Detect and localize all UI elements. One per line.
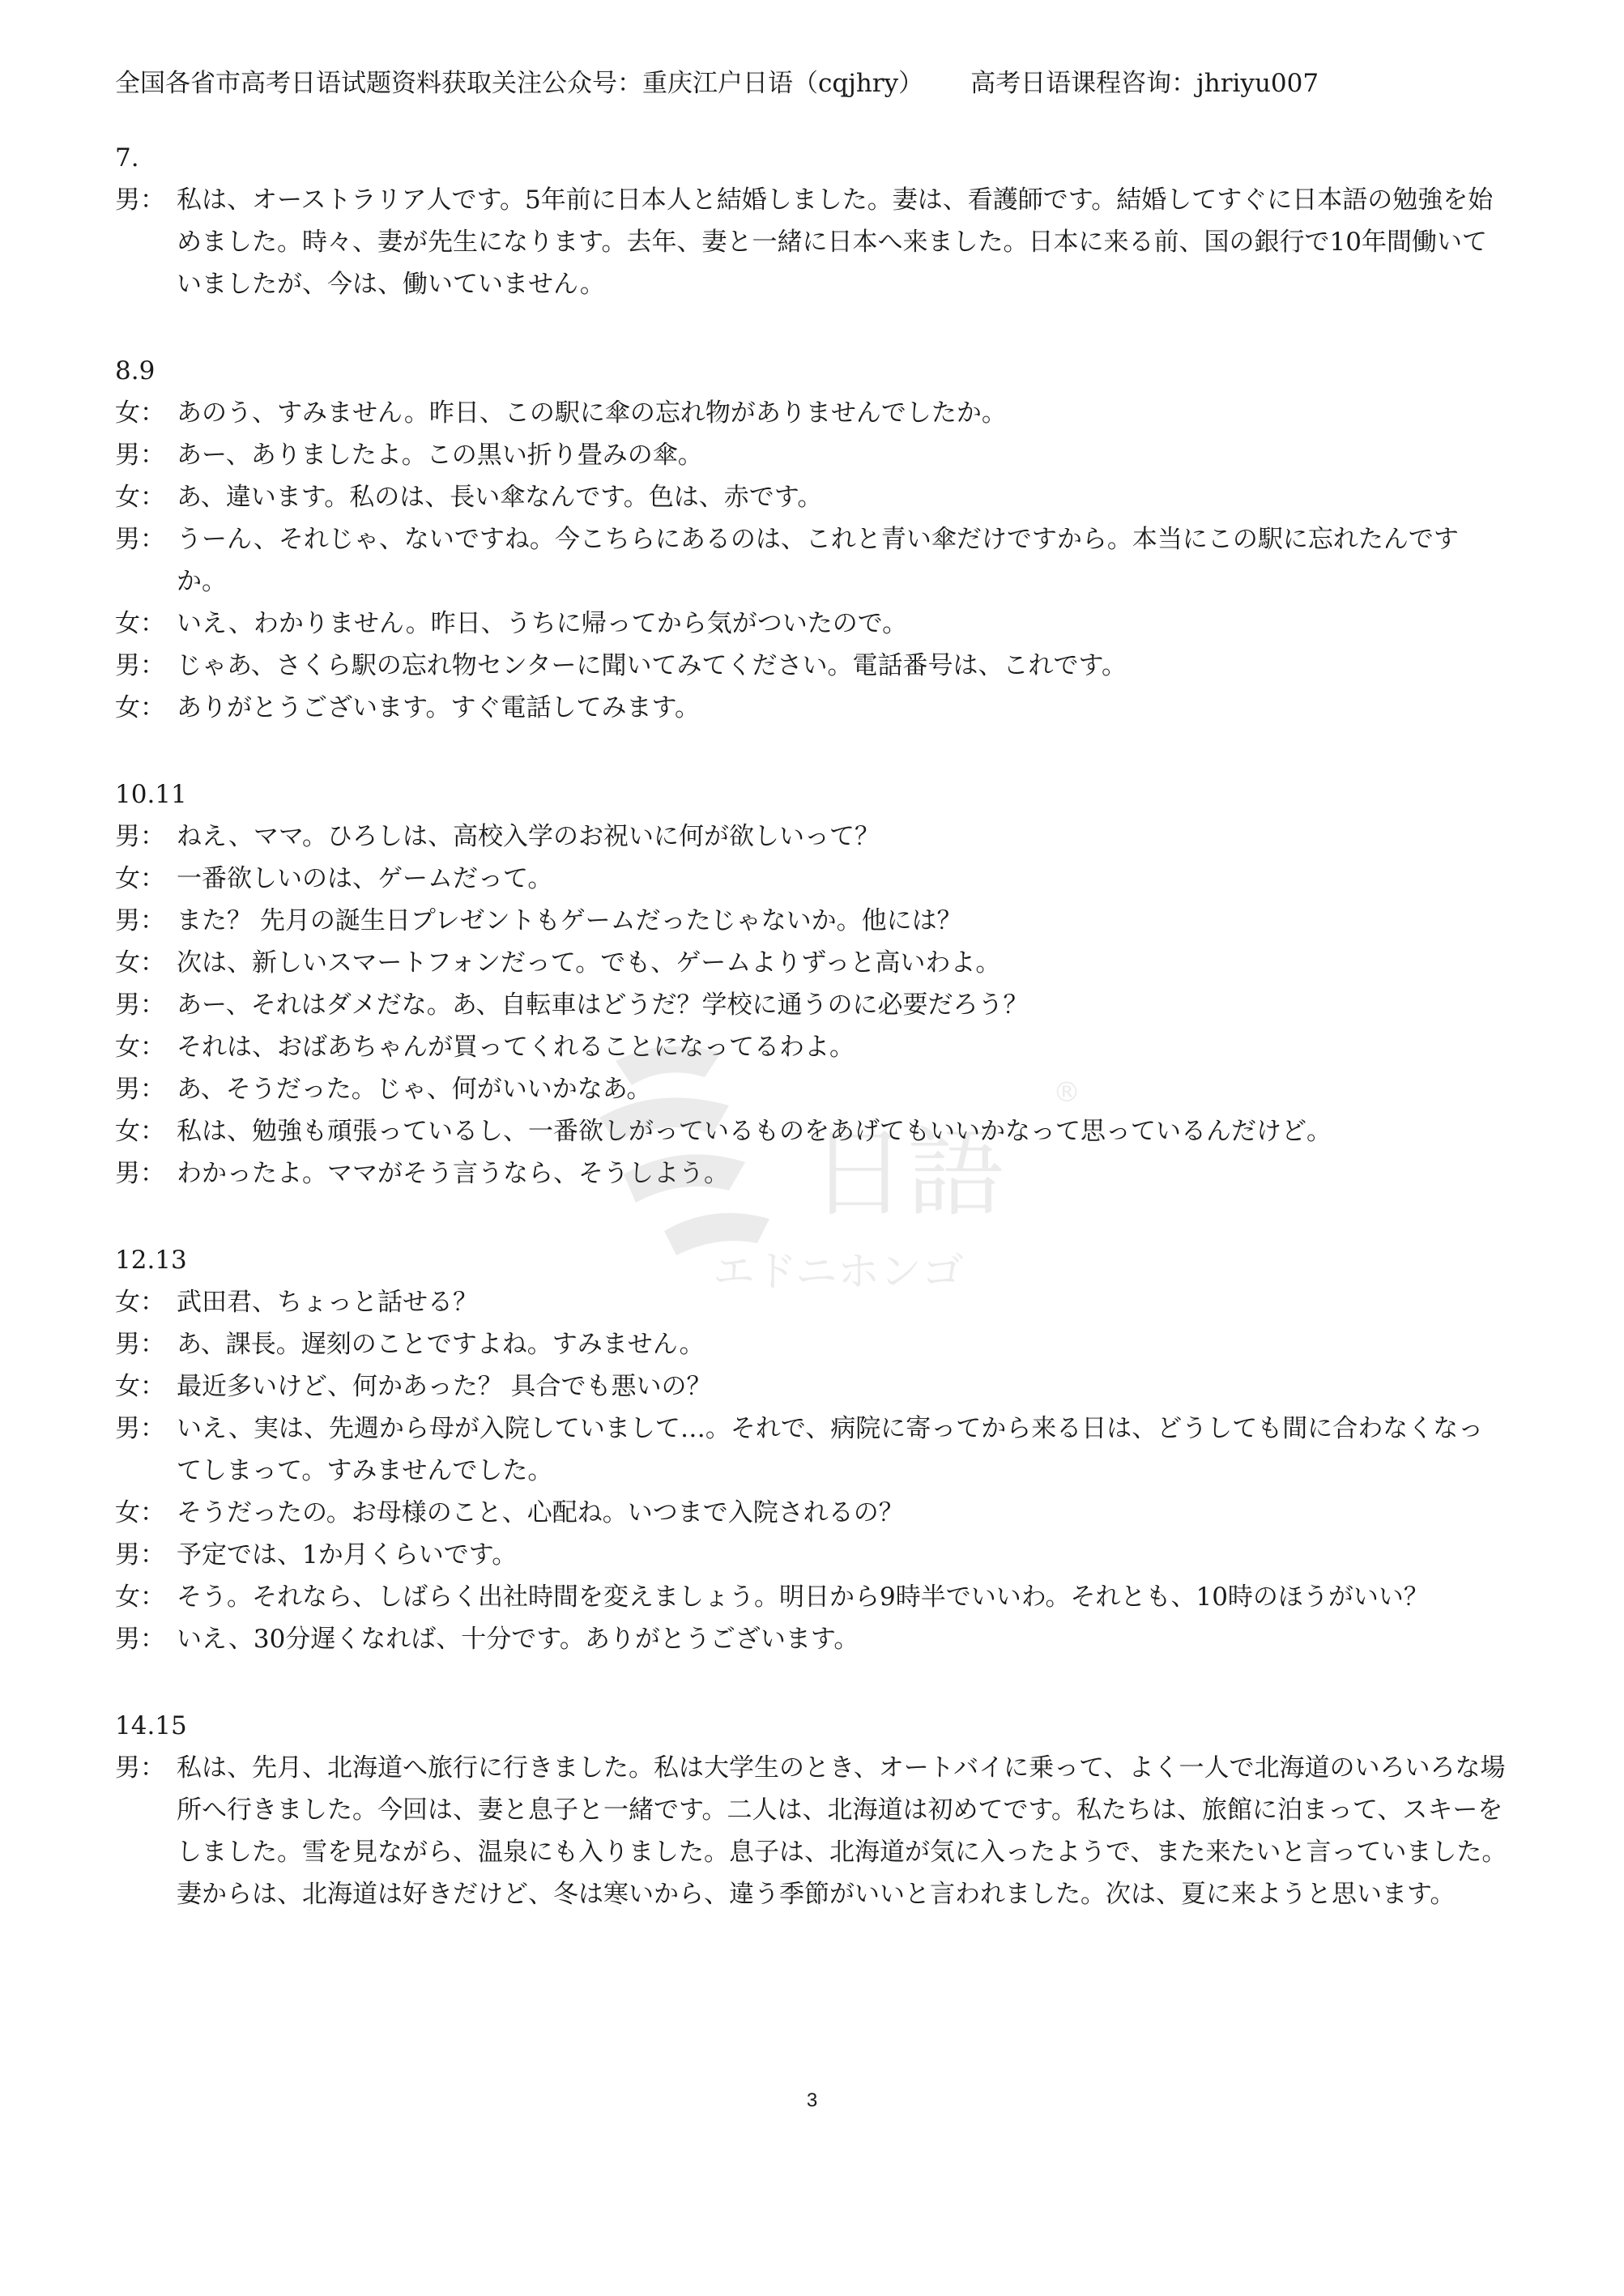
- speaker-label: 女：: [115, 483, 165, 512]
- dialogue-text: そうだったの。お母様のこと、心配ね。いつまで入院されるの？: [177, 1498, 904, 1527]
- section-number: 8.9: [115, 356, 156, 386]
- dialogue-line: [115, 1492, 1508, 1534]
- dialogue-line: [115, 1281, 1508, 1323]
- dialogue-text: あのう、すみません。昨日、この駅に傘の忘れ物がありませんでしたか。: [177, 398, 1007, 428]
- dialogue-line: [115, 1365, 1508, 1408]
- speaker-label: 男：: [115, 651, 165, 680]
- speaker-label: 男：: [115, 1625, 165, 1654]
- speaker-label: 男：: [115, 1414, 165, 1443]
- dialogue-text: いえ、わかりません。昨日、うちに帰ってから気がついたので。: [177, 609, 908, 638]
- speaker-label: 男：: [115, 1075, 165, 1104]
- page-number: 3: [806, 2089, 818, 2111]
- dialogue-text: あ、違います。私のは、長い傘なんです。色は、赤です。: [177, 483, 823, 512]
- speaker-label: 男：: [115, 822, 165, 851]
- speaker-label: 男：: [115, 1540, 165, 1570]
- dialogue-line: [115, 984, 1508, 1026]
- dialogue-line: [115, 179, 1508, 305]
- page-header: [115, 63, 1508, 104]
- speaker-label: 女：: [115, 948, 165, 978]
- speaker-label: 女：: [115, 609, 165, 638]
- dialogue-line: [115, 1110, 1508, 1152]
- header-left-text: 全国各省市高考日语试题资料获取关注公众号：重庆江户日语（cqjhry）: [115, 69, 924, 98]
- section-7: [115, 137, 1508, 305]
- speaker-label: 男：: [115, 185, 165, 215]
- dialogue-line: [115, 900, 1508, 942]
- dialogue-line: [115, 942, 1508, 984]
- dialogue-text: 私は、勉強も頑張っているし、一番欲しがっているものをあげてもいいかなって思っているんだけど。: [177, 1117, 1332, 1146]
- dialogue-line: [115, 1534, 1508, 1576]
- section-number: 14.15: [115, 1711, 187, 1740]
- section-number: 12.13: [115, 1246, 187, 1275]
- section-14-15: [115, 1705, 1508, 1915]
- dialogue-text: あ、課長。遅刻のことですよね。すみません。: [177, 1330, 705, 1359]
- dialogue-line: [115, 1152, 1508, 1195]
- speaker-label: 女：: [115, 1372, 165, 1401]
- speaker-label: 男：: [115, 441, 165, 470]
- section-8-9: [115, 350, 1508, 729]
- dialogue-line: [115, 645, 1508, 687]
- dialogue-text: じゃあ、さくら駅の忘れ物センターに聞いてみてください。電話番号は、これです。: [177, 651, 1127, 680]
- dialogue-text: ありがとうございます。すぐ電話してみます。: [177, 693, 701, 722]
- dialogue-text: うーん、それじゃ、ないですね。今こちらにあるのは、これと青い傘だけですから。本当にこの駅に忘れたんですか。: [177, 525, 1459, 596]
- dialogue-line: [115, 1576, 1508, 1618]
- dialogue-text: いえ、30分遅くなれば、十分です。ありがとうございます。: [177, 1625, 859, 1654]
- dialogue-text: いえ、実は、先週から母が入院していまして…。それで、病院に寄ってから来る日は、どうしても間に合わなくなってしまって。すみませんでした。: [177, 1414, 1484, 1485]
- dialogue-text: あー、それはダメだな。あ、自転車はどうだ？学校に通うのに必要だろう？: [177, 990, 1029, 1020]
- speaker-label: 男：: [115, 990, 165, 1020]
- speaker-label: 男：: [115, 1753, 165, 1783]
- dialogue-text: それは、おばあちゃんが買ってくれることになってるわよ。: [177, 1033, 855, 1062]
- dialogue-line: [115, 1026, 1508, 1068]
- watermark-subtext: エドニホンゴ: [713, 1248, 964, 1297]
- dialogue-line: [115, 858, 1508, 900]
- dialogue-line: [115, 687, 1508, 729]
- dialogue-text: 次は、新しいスマートフォンだって。でも、ゲームよりずっと高いわよ。: [177, 948, 1001, 978]
- speaker-label: 女：: [115, 1498, 165, 1527]
- registered-mark: ®: [1053, 1076, 1081, 1109]
- speaker-label: 女：: [115, 1033, 165, 1062]
- document-page: [115, 63, 1508, 1960]
- dialogue-text: ねえ、ママ。ひろしは、高校入学のお祝いに何が欲しいって？: [177, 822, 880, 851]
- dialogue-line: [115, 476, 1508, 518]
- dialogue-text: 最近多いけど、何かあった？ 具合でも悪いの？: [177, 1372, 712, 1401]
- speaker-label: 女：: [115, 398, 165, 428]
- dialogue-text: わかったよ。ママがそう言うなら、そうしよう。: [177, 1159, 729, 1188]
- dialogue-text: 武田君、ちょっと話せる？: [177, 1288, 478, 1317]
- dialogue-line: [115, 1323, 1508, 1365]
- speaker-label: 女：: [115, 1288, 165, 1317]
- speaker-label: 男：: [115, 1159, 165, 1188]
- header-right-text: 高考日语课程咨询：jhriyu007: [970, 69, 1319, 98]
- dialogue-text: 私は、オーストラリア人です。5年前に日本人と結婚しました。妻は、看護師です。結婚してすぐに日本語の勉強を始めました。時々、妻が先生になります。去年、妻と一緒に日本へ来ました。日本に来る前、国の銀行で10年間働いていましたが、今は、働いていません。: [177, 185, 1494, 299]
- speaker-label: 女：: [115, 1117, 165, 1146]
- speaker-label: 男：: [115, 906, 165, 935]
- dialogue-line: [115, 1408, 1508, 1492]
- dialogue-text: そう。それなら、しばらく出社時間を変えましょう。明日から9時半でいいわ。それとも、10時のほうがいい？: [177, 1582, 1429, 1612]
- dialogue-line: [115, 518, 1508, 603]
- dialogue-text: 一番欲しいのは、ゲームだって。: [177, 864, 553, 893]
- dialogue-line: [115, 603, 1508, 645]
- dialogue-line: [115, 1618, 1508, 1660]
- dialogue-text: あー、ありましたよ。この黒い折り畳みの傘。: [177, 441, 703, 470]
- dialogue-line: [115, 434, 1508, 476]
- dialogue-text: あ、そうだった。じゃ、何がいいかなあ。: [177, 1075, 652, 1104]
- section-number: 10.11: [115, 780, 187, 809]
- section-10-11: [115, 773, 1508, 1195]
- dialogue-text: 私は、先月、北海道へ旅行に行きました。私は大学生のとき、オートバイに乗って、よく一人で北海道のいろいろな場所へ行きました。今回は、妻と息子と一緒です。二人は、北海道は初めてです。私たちは、旅館に泊まって、スキーをしました。雪を見ながら、温泉にも入りました。息子は、北海道が気に入ったようで、また来たいと言っていました。妻からは、北海道は好きだけど、冬は寒いから、違う季節がいいと言われました。次は、夏に来ようと思います。: [177, 1753, 1507, 1909]
- speaker-label: 男：: [115, 1330, 165, 1359]
- speaker-label: 女：: [115, 693, 165, 722]
- speaker-label: 男：: [115, 525, 165, 554]
- watermark-logo-text: 日語: [810, 1118, 1004, 1230]
- dialogue-line: [115, 1747, 1508, 1915]
- dialogue-line: [115, 1068, 1508, 1110]
- speaker-label: 女：: [115, 864, 165, 893]
- dialogue-line: [115, 392, 1508, 434]
- section-12-13: [115, 1239, 1508, 1660]
- dialogue-line: [115, 816, 1508, 858]
- dialogue-text: また？ 先月の誕生日プレゼントもゲームだったじゃないか。他には？: [177, 906, 962, 935]
- section-number: 7.: [115, 143, 139, 173]
- dialogue-text: 予定では、1か月くらいです。: [177, 1540, 518, 1570]
- speaker-label: 女：: [115, 1582, 165, 1612]
